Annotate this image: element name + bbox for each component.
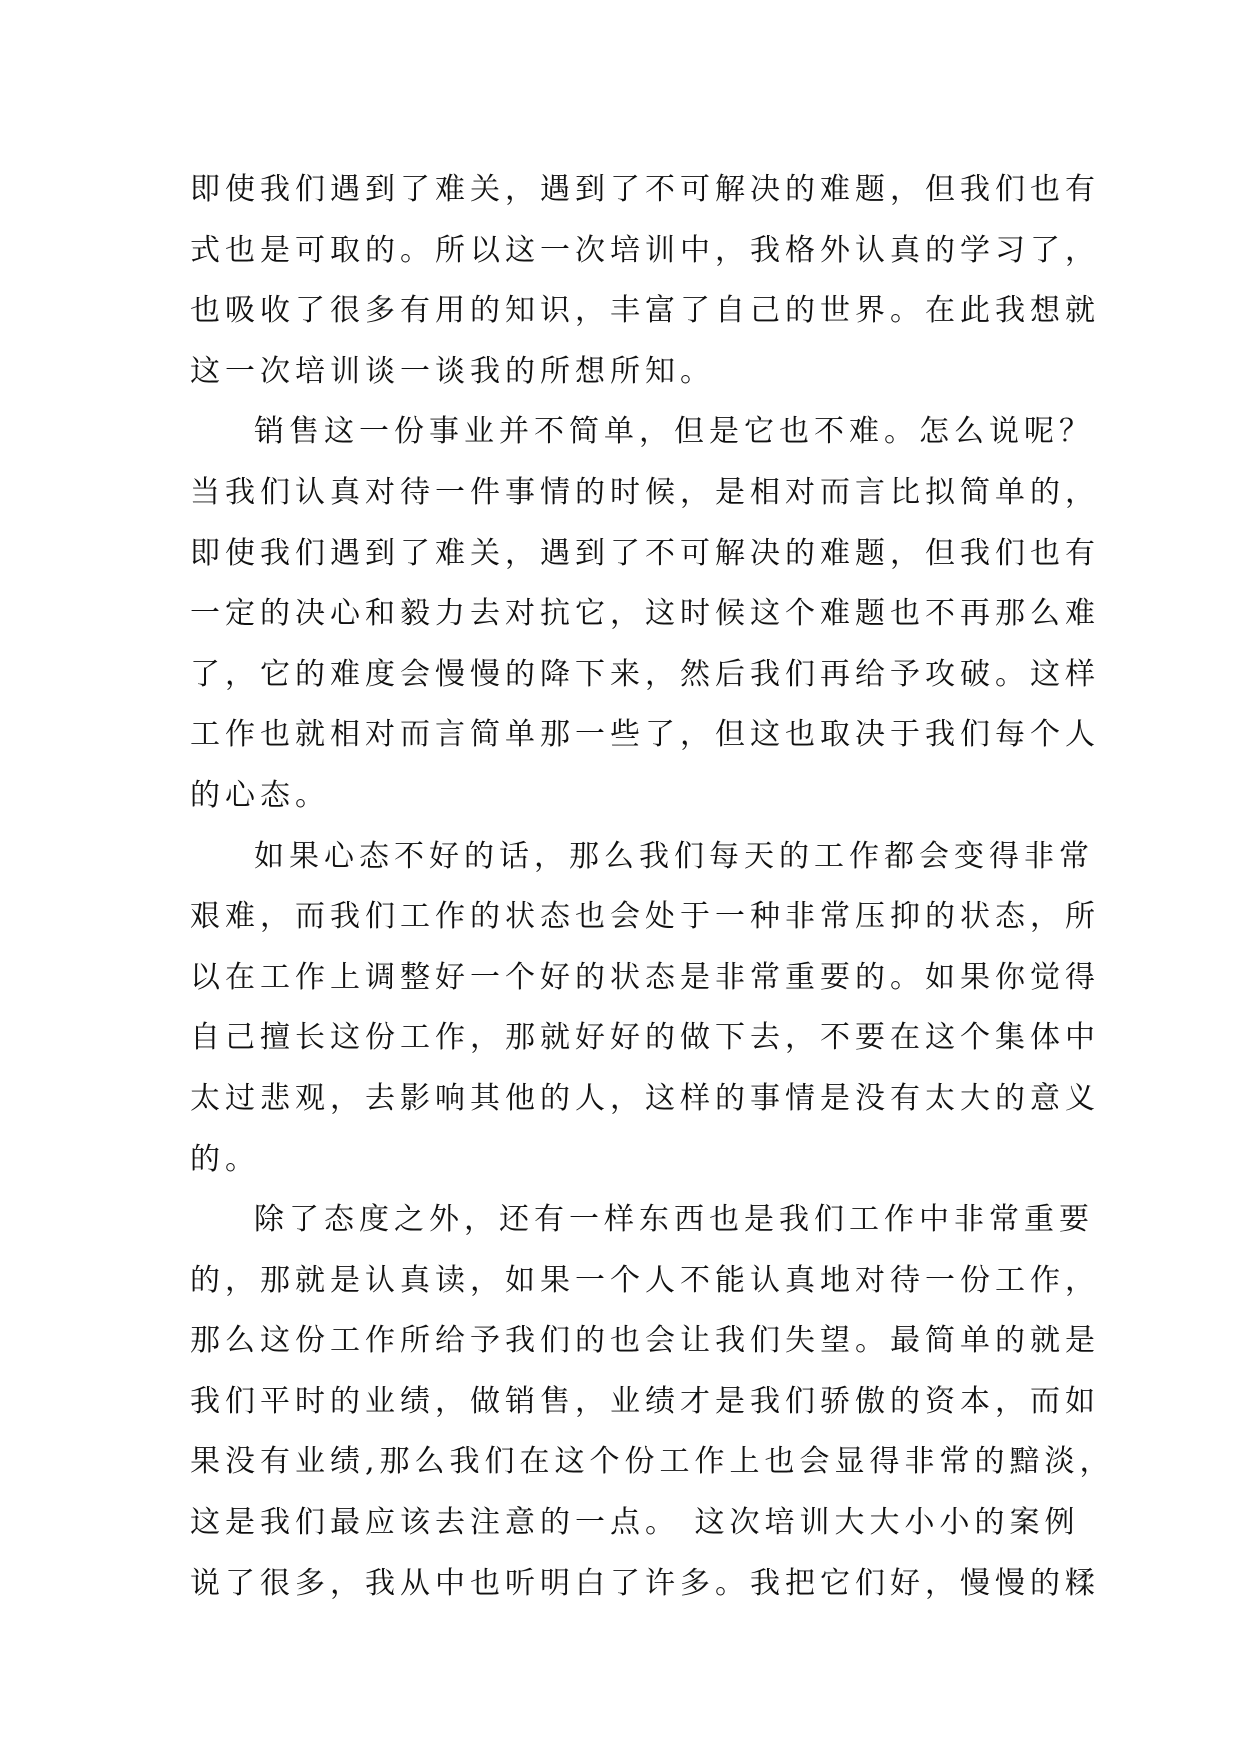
text-line: 说了很多，我从中也听明白了许多。我把它们好，慢慢的糅 (190, 1565, 1100, 1601)
text-line: 太过悲观，去影响其他的人，这样的事情是没有太大的意义 (190, 1080, 1100, 1116)
text-line: 果没有业绩,那么我们在这个份工作上也会显得非常的黯淡， (190, 1444, 1115, 1480)
text-line: 这是我们最应该去注意的一点。 这次培训大大小小的案例 (190, 1505, 1080, 1541)
text-line: 艰难，而我们工作的状态也会处于一种非常压抑的状态，所 (190, 899, 1100, 935)
text-line: 那么这份工作所给予我们的也会让我们失望。最简单的就是 (190, 1323, 1100, 1359)
text-line: 也吸收了很多有用的知识，丰富了自己的世界。在此我想就 (190, 293, 1100, 329)
body-text (190, 160, 1115, 1614)
text-line: 以在工作上调整好一个好的状态是非常重要的。如果你觉得 (190, 959, 1100, 995)
paragraph-first-line: 销售这一份事业并不简单，但是它也不难。怎么说呢？ (254, 414, 1094, 450)
paragraph-first-line: 除了态度之外，还有一样东西也是我们工作中非常重要 (254, 1202, 1094, 1238)
text-line: 的，那就是认真读，如果一个人不能认真地对待一份工作， (190, 1262, 1100, 1298)
text-line: 这一次培训谈一谈我的所想所知。 (190, 353, 715, 389)
text-line: 的心态。 (190, 777, 330, 813)
text-line: 自己擅长这份工作，那就好好的做下去，不要在这个集体中 (190, 1020, 1100, 1056)
text-line: 即使我们遇到了难关，遇到了不可解决的难题，但我们也有 (190, 535, 1100, 571)
text-line: 工作也就相对而言简单那一些了，但这也取决于我们每个人 (190, 717, 1100, 753)
text-line: 的。 (190, 1141, 260, 1177)
text-line: 当我们认真对待一件事情的时候，是相对而言比拟简单的， (190, 474, 1100, 510)
text-line: 式也是可取的。所以这一次培训中，我格外认真的学习了， (190, 232, 1100, 268)
text-line: 了，它的难度会慢慢的降下来，然后我们再给予攻破。这样 (190, 656, 1100, 692)
text-line: 即使我们遇到了难关，遇到了不可解决的难题，但我们也有 (190, 172, 1100, 207)
paragraph-first-line: 如果心态不好的话，那么我们每天的工作都会变得非常 (254, 838, 1094, 874)
text-line: 我们平时的业绩，做销售，业绩才是我们骄傲的资本，而如 (190, 1383, 1100, 1419)
text-line: 一定的决心和毅力去对抗它，这时候这个难题也不再那么难 (190, 596, 1100, 632)
